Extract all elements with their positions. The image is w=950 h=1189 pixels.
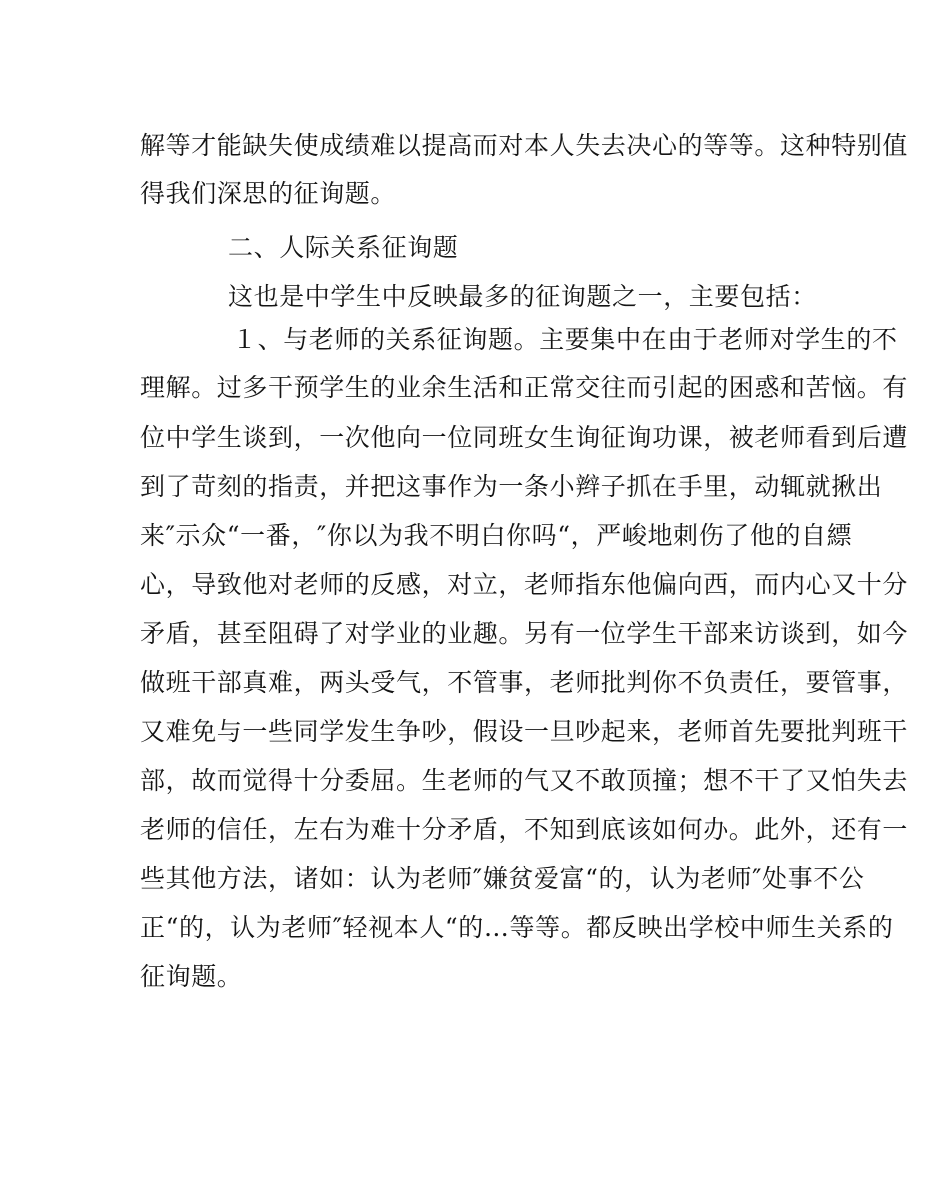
text-line: 老师的信任，左右为难十分矛盾，不知到底该如何办。此外，还有一: [140, 815, 909, 844]
text-line: 些其他方法，诸如：认为老师″嫌贫爱富“的，认为老师″处事不公: [140, 864, 865, 893]
text-line: 到了苛刻的指责，并把这事作为一条小辫子抓在手里，动辄就揪出: [140, 472, 883, 501]
text-line: 这也是中学生中反映最多的征询题之一，主要包括：: [228, 282, 817, 311]
text-line: 得我们深思的征询题。: [140, 179, 397, 208]
text-line: １、与老师的关系征询题。主要集中在由于老师对学生的不: [232, 325, 898, 354]
text-line: 解等才能缺失使成绩难以提高而对本人失去决心的等等。这种特别值: [140, 131, 909, 160]
text-line: 征询题。: [140, 962, 243, 991]
text-line: 心，导致他对老师的反感，对立，老师指东他偏向西，而内心又十分: [140, 570, 909, 599]
text-line: 矛盾，甚至阻碍了对学业的业趣。另有一位学生干部来访谈到，如今: [140, 619, 909, 648]
text-line: 部，故而觉得十分委屈。生老师的气又不敢顶撞；想不干了又怕失去: [140, 766, 909, 795]
text-line: 又难免与一些同学发生争吵，假设一旦吵起来，老师首先要批判班干: [140, 717, 909, 746]
section-heading: 二、人际关系征询题: [228, 233, 459, 262]
text-line: 位中学生谈到，一次他向一位同班女生询征询功课，被老师看到后遭: [140, 423, 909, 452]
text-line: 理解。过多干预学生的业余生活和正常交往而引起的困惑和苦恼。有: [140, 373, 909, 402]
text-line: 做班干部真难，两头受气，不管事，老师批判你不负责任，要管事，: [140, 668, 909, 697]
text-line: 来″示众“一番，″你以为我不明白你吗“，严峻地刺伤了他的自縹: [140, 521, 853, 550]
text-line: 正“的，认为老师″轻视本人“的…等等。都反映出学校中师生关系的: [140, 913, 894, 942]
